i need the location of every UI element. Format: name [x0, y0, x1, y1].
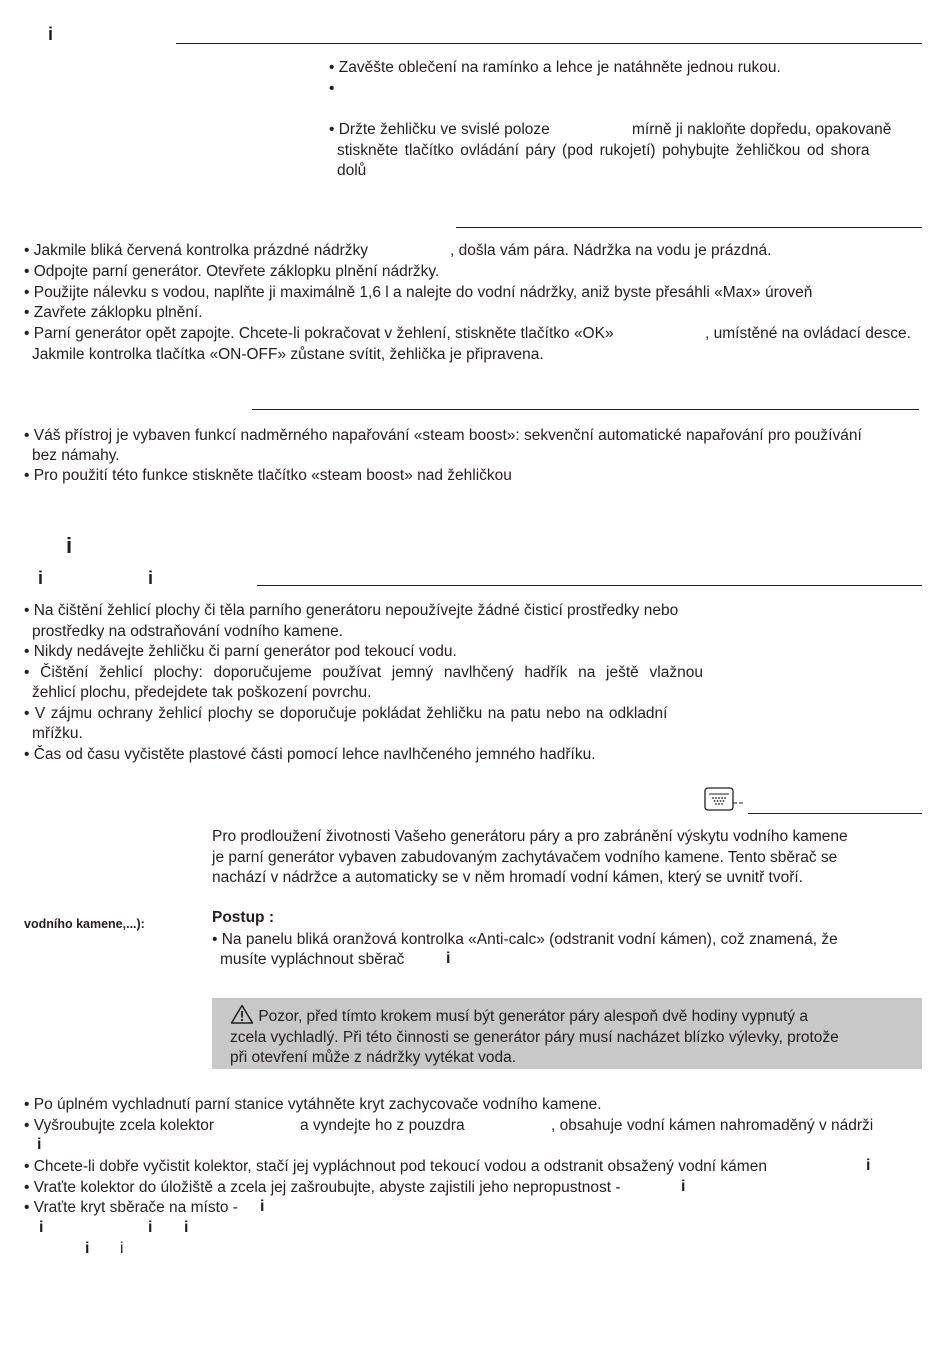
- warning-line: při otevření může z nádržky vytékat voda.: [230, 1049, 517, 1066]
- list-item-continuation: prostředky na odstraňování vodního kamene.: [32, 623, 344, 640]
- list-item: • Čas od času vyčistěte plastové části pomocí lehce navlhčeného jemného hadříku.: [24, 746, 596, 763]
- trailing-fragment: i: [120, 1240, 124, 1257]
- list-item: • Po úplném vychladnutí parní stanice vytáhněte kryt zachycovače vodního kamene.: [24, 1096, 602, 1113]
- list-item-continuation: stiskněte tlačítko ovládání páry (pod rukojetí) pohybujte žehličkou od shora: [337, 142, 870, 159]
- trailing-fragment: i: [148, 1219, 153, 1236]
- trailing-fragment: i: [39, 1219, 44, 1236]
- list-item: • Nikdy nedávejte žehličku či parní generátor pod tekoucí vodu.: [24, 643, 457, 660]
- section-rule: [748, 813, 922, 814]
- trailing-fragment: i: [184, 1219, 189, 1236]
- section-rule: [456, 227, 922, 228]
- list-item: • Jakmile bliká červená kontrolka prázdné nádržky: [24, 242, 369, 259]
- inline-fragment: i: [260, 1198, 265, 1215]
- warning-line: Pozor, před tímto krokem musí být generátor páry alespoň dvě hodiny vypnutý a: [258, 1008, 808, 1025]
- anti-calc-icon: [704, 787, 744, 813]
- list-item: • Držte žehličku ve svislé poloze: [329, 121, 550, 138]
- procedure-heading: Postup :: [212, 909, 274, 926]
- warning-triangle-icon: [230, 1004, 254, 1024]
- paragraph-line: je parní generátor vybaven zabudovaným zachytávačem vodního kamene. Tento sběrač se: [212, 849, 838, 866]
- list-item: • Zavěšte oblečení na ramínko a lehce je natáhněte jednou rukou.: [329, 59, 781, 76]
- warning-line: zcela vychladlý. Při této činnosti se generátor páry musí nacházet blízko výlevky, protože: [230, 1028, 839, 1046]
- list-item: • V zájmu ochrany žehlicí plochy se doporučuje pokládat žehličku na patu nebo na odkladní: [24, 705, 668, 722]
- trailing-fragment: i: [85, 1240, 90, 1257]
- list-item: • Odpojte parní generátor. Otevřete záklopku plnění nádržky.: [24, 263, 440, 280]
- inline-fragment: i: [866, 1157, 871, 1174]
- list-item-continuation: , obsahuje vodní kámen nahromaděný v nádrži: [551, 1117, 874, 1134]
- section-rule: [252, 409, 919, 410]
- warning-box: [212, 998, 922, 1069]
- list-item-continuation: Jakmile kontrolka tlačítka «ON-OFF» zůstane svítit, žehlička je připravena.: [32, 346, 544, 363]
- list-item-continuation: mírně ji nakloňte dopředu, opakovaně: [632, 121, 892, 138]
- list-item: • Zavřete záklopku plnění.: [24, 304, 203, 321]
- section-rule: [176, 43, 922, 44]
- list-item-continuation: , umístěné na ovládací desce.: [705, 325, 911, 342]
- list-item: •: [329, 80, 335, 97]
- list-item: • Vyšroubujte zcela kolektor: [24, 1117, 215, 1134]
- list-item: • Na čištění žehlicí plochy či těla parního generátoru nepoužívejte žádné čisticí prostředky nebo: [24, 602, 679, 619]
- paragraph-line: nachází v nádržce a automaticky se v něm hromadí vodní kámen, který se uvnitř tvoří.: [212, 869, 803, 886]
- list-item-continuation: a vyndejte ho z pouzdra: [300, 1117, 465, 1134]
- list-item-continuation: , došla vám pára. Nádržka na vodu je prázdná.: [450, 242, 772, 259]
- paragraph-line: Pro prodloužení životnosti Vašeho generátoru páry a pro zabránění výskytu vodního kamene: [212, 828, 848, 845]
- list-item: • Použijte nálevku s vodou, naplňte ji maximálně 1,6 l a nalejte do vodní nádržky, aniž byste přesáhli «Max» úroveň: [24, 284, 813, 301]
- list-item: • Vraťte kolektor do úložiště a zcela jej zašroubujte, abyste zajistili jeho nepropustnost -: [24, 1179, 621, 1196]
- warning-text: [230, 1004, 900, 1069]
- list-item-continuation: bez námahy.: [32, 447, 120, 464]
- section-rule: [257, 585, 922, 586]
- inline-fragment: i: [446, 950, 451, 967]
- list-item-continuation: mřížku.: [32, 725, 83, 742]
- list-item: • Čištění žehlicí plochy: doporučujeme používat jemný navlhčený hadřík na ještě vlažnou: [24, 664, 703, 681]
- inline-fragment: i: [37, 1136, 42, 1153]
- list-item: • Chcete-li dobře vyčistit kolektor, stačí jej vypláchnout pod tekoucí vodou a odstranit obsažený vodní kámen: [24, 1158, 767, 1175]
- section-heading-fragment: i: [48, 24, 54, 44]
- section-heading-fragment: i: [66, 533, 73, 558]
- list-item-continuation: musíte vypláchnout sběrač: [220, 951, 405, 968]
- section-heading-fragment: i: [148, 568, 154, 588]
- list-item: • Pro použití této funkce stiskněte tlačítko «steam boost» nad žehličkou: [24, 467, 512, 484]
- inline-fragment: i: [681, 1178, 686, 1195]
- list-item: • Váš přístroj je vybaven funkcí nadměrného napařování «steam boost»: sekvenční automatické napařování pro používání: [24, 427, 862, 444]
- side-label: vodního kamene,...):: [24, 917, 145, 931]
- section-heading-fragment: i: [38, 568, 44, 588]
- list-item-continuation: žehlicí plochu, předejdete tak poškození povrchu.: [32, 684, 372, 701]
- list-item: • Parní generátor opět zapojte. Chcete-li pokračovat v žehlení, stiskněte tlačítko «OK»: [24, 325, 614, 342]
- list-item: • Vraťte kryt sběrače na místo -: [24, 1199, 238, 1216]
- list-item-continuation: dolů: [337, 162, 367, 179]
- list-item: • Na panelu bliká oranžová kontrolka «Anti-calc» (odstranit vodní kámen), což znamená, že: [212, 931, 838, 948]
